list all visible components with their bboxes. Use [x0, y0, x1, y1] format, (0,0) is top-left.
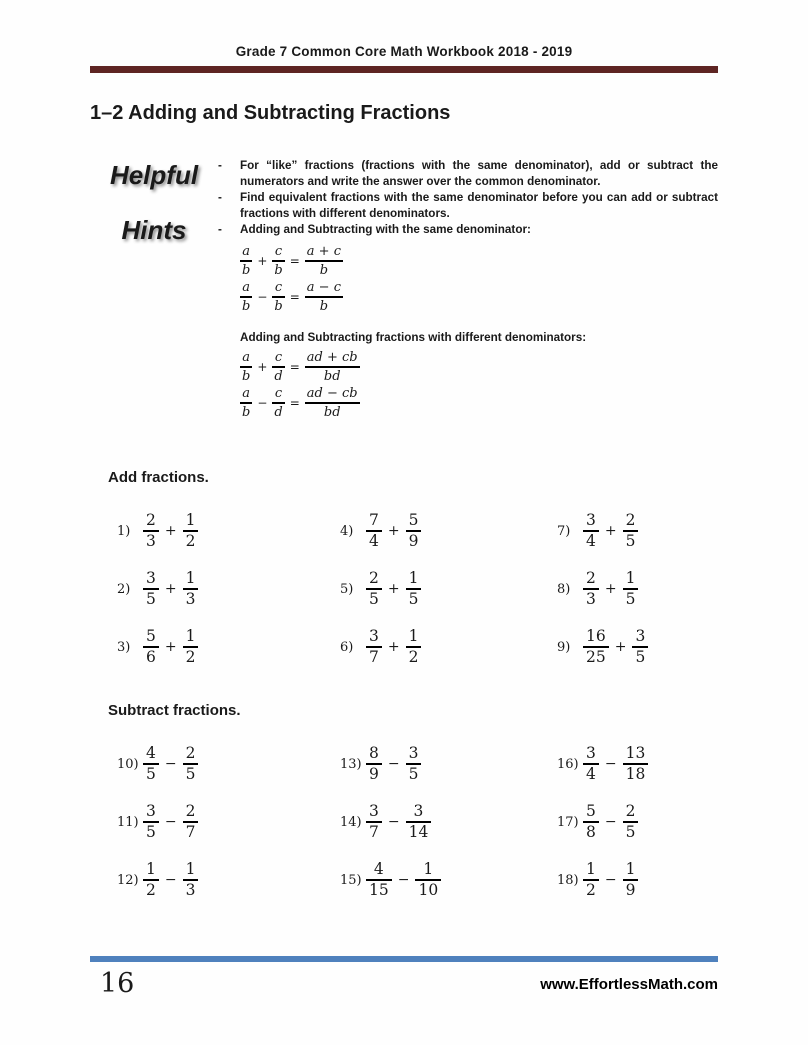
- add-fractions-section: [0, 421, 808, 682]
- operator: −: [604, 872, 617, 888]
- operator: +: [387, 639, 400, 655]
- denominator: 3: [586, 590, 596, 608]
- problem-8: [557, 566, 718, 612]
- operator: +: [257, 254, 268, 268]
- denominator: 7: [369, 648, 379, 666]
- website-link[interactable]: www.EffortlessMath.com: [540, 976, 718, 993]
- problem-number: 14): [340, 814, 362, 830]
- fraction: [143, 859, 159, 899]
- fraction: [240, 387, 252, 419]
- numerator: 1: [586, 859, 596, 878]
- numerator: 5: [146, 626, 156, 645]
- operator: +: [387, 581, 400, 597]
- numerator: 3: [635, 626, 646, 645]
- denominator: 14: [408, 823, 429, 841]
- fraction: [183, 801, 199, 841]
- problem-17: [557, 799, 718, 845]
- equals-sign: =: [289, 396, 300, 410]
- hint-bullet-dash: -: [218, 159, 222, 172]
- numerator: 3: [413, 801, 424, 820]
- numerator: 3: [586, 743, 596, 762]
- problem-number: 16): [557, 756, 579, 772]
- numerator: 2: [185, 743, 196, 762]
- denominator: 7: [369, 823, 379, 841]
- hint-bullet-dash: -: [218, 191, 222, 204]
- numerator: 5: [586, 801, 596, 820]
- fraction: [183, 859, 199, 899]
- operator: −: [604, 756, 617, 772]
- problems-column: [117, 741, 340, 915]
- fraction: [623, 510, 639, 550]
- problems-column: [340, 741, 557, 915]
- denominator: 25: [586, 648, 606, 666]
- add-problems-grid: [90, 508, 718, 682]
- numerator: ad + cb: [306, 350, 358, 365]
- numerator: 1: [423, 859, 434, 878]
- page-footer: [0, 956, 808, 1045]
- fraction: [366, 801, 382, 841]
- problem-11: [117, 799, 340, 845]
- denominator: 5: [408, 590, 419, 608]
- page-number: 16: [100, 968, 135, 999]
- numerator: 8: [369, 743, 379, 762]
- problem-1: [117, 508, 340, 554]
- denominator: 9: [625, 881, 636, 899]
- fraction: [583, 801, 599, 841]
- equals-sign: =: [289, 254, 300, 268]
- fraction: [406, 801, 432, 841]
- problem-14: [340, 799, 557, 845]
- helpful-hints-section: [0, 158, 808, 421]
- denominator: b: [274, 299, 283, 314]
- fraction: [143, 510, 159, 550]
- fraction-bar: [272, 296, 284, 298]
- numerator: c: [274, 350, 283, 365]
- problem-12: [117, 857, 340, 903]
- result-fraction: [305, 245, 343, 277]
- operator: +: [387, 523, 400, 539]
- denominator: 2: [185, 532, 196, 550]
- numerator: 3: [146, 801, 156, 820]
- problem-10: [117, 741, 340, 787]
- operator: +: [614, 639, 627, 655]
- denominator: 15: [369, 881, 389, 899]
- problem-number: 1): [117, 523, 131, 539]
- fraction: [406, 626, 422, 666]
- numerator: a: [242, 280, 251, 295]
- denominator: 18: [625, 765, 646, 783]
- different-denominator-formulas: [240, 349, 718, 421]
- numerator: 1: [625, 568, 636, 587]
- numerator: a: [242, 350, 251, 365]
- numerator: 1: [408, 626, 419, 645]
- fraction: [583, 743, 599, 783]
- operator: +: [604, 581, 617, 597]
- denominator: 5: [146, 765, 156, 783]
- equals-sign: =: [289, 360, 300, 374]
- numerator: 1: [625, 859, 636, 878]
- fraction: [406, 743, 422, 783]
- problem-9: [557, 624, 718, 670]
- denominator: 6: [146, 648, 156, 666]
- fraction-bar: [272, 260, 284, 262]
- problems-column: [340, 508, 557, 682]
- denominator: b: [242, 405, 251, 420]
- result-fraction: [305, 351, 360, 383]
- operator: −: [397, 872, 410, 888]
- denominator: b: [319, 263, 329, 278]
- fraction: [583, 568, 599, 608]
- problem-number: 7): [557, 523, 571, 539]
- problem-number: 17): [557, 814, 579, 830]
- operator: −: [604, 814, 617, 830]
- numerator: a: [242, 244, 251, 259]
- numerator: c: [274, 244, 283, 259]
- problems-column: [557, 741, 718, 915]
- hint-text: For “like” fractions (fractions with the same denominator), add or subtract the numerators and write the answer over the common denominator.: [240, 159, 718, 188]
- denominator: bd: [323, 405, 341, 420]
- denominator: 5: [635, 648, 646, 666]
- problems-column: [557, 508, 718, 682]
- problem-number: 15): [340, 872, 362, 888]
- fraction: [366, 859, 392, 899]
- operator: +: [164, 639, 177, 655]
- problem-4: [340, 508, 557, 554]
- fraction: [143, 626, 159, 666]
- operator: −: [164, 814, 177, 830]
- problem-number: 13): [340, 756, 362, 772]
- denominator: d: [274, 369, 283, 384]
- denominator: 5: [146, 590, 156, 608]
- problem-6: [340, 624, 557, 670]
- operator: −: [164, 872, 177, 888]
- problem-7: [557, 508, 718, 554]
- fraction-bar: [240, 402, 252, 404]
- fraction: [272, 245, 284, 277]
- add-fractions-heading: Add fractions.: [108, 469, 209, 486]
- fraction: [183, 568, 199, 608]
- denominator: 4: [369, 532, 379, 550]
- denominator: 2: [586, 881, 596, 899]
- operator: −: [257, 290, 268, 304]
- hint-text: Find equivalent fractions with the same denominator before you can add or subtract fractions with different denominators.: [240, 191, 718, 220]
- operator: +: [257, 360, 268, 374]
- fraction: [366, 510, 382, 550]
- fraction-bar: [305, 402, 360, 404]
- numerator: 3: [146, 568, 156, 587]
- fraction: [183, 510, 199, 550]
- fraction: [623, 568, 639, 608]
- problem-number: 8): [557, 581, 571, 597]
- problem-16: [557, 741, 718, 787]
- problem-18: [557, 857, 718, 903]
- operator: −: [387, 756, 400, 772]
- fraction: [183, 626, 199, 666]
- operator: −: [164, 756, 177, 772]
- fraction: [143, 801, 159, 841]
- numerator: c: [274, 280, 283, 295]
- operator: +: [164, 523, 177, 539]
- problem-number: 9): [557, 639, 571, 655]
- fraction-bar: [240, 296, 252, 298]
- denominator: 4: [586, 532, 596, 550]
- workbook-title: Grade 7 Common Core Math Workbook 2018 - 2019: [235, 44, 573, 59]
- denominator: 2: [146, 881, 156, 899]
- problem-number: 3): [117, 639, 131, 655]
- denominator: 2: [185, 648, 196, 666]
- formula-add-same-denominator: [240, 243, 718, 279]
- section-title: 1–2 Adding and Subtracting Fractions: [90, 102, 451, 124]
- fraction: [272, 387, 284, 419]
- denominator: b: [242, 299, 251, 314]
- denominator: b: [242, 263, 251, 278]
- result-fraction: [305, 281, 343, 313]
- numerator: 5: [408, 510, 419, 529]
- problem-3: [117, 624, 340, 670]
- hint-item: [218, 222, 718, 238]
- problem-number: 18): [557, 872, 579, 888]
- fraction: [583, 510, 599, 550]
- problem-13: [340, 741, 557, 787]
- operator: +: [604, 523, 617, 539]
- denominator: 5: [625, 590, 636, 608]
- denominator: 5: [185, 765, 196, 783]
- numerator: 3: [586, 510, 596, 529]
- hints-word: Hints: [121, 215, 187, 245]
- numerator: 1: [146, 859, 156, 878]
- denominator: 5: [625, 532, 636, 550]
- problems-column: [117, 508, 340, 682]
- denominator: b: [274, 263, 283, 278]
- problem-5: [340, 566, 557, 612]
- denominator: 3: [146, 532, 156, 550]
- fraction: [406, 568, 422, 608]
- numerator: 1: [185, 568, 196, 587]
- fraction: [366, 626, 382, 666]
- problem-number: 4): [340, 523, 354, 539]
- denominator: 7: [185, 823, 196, 841]
- operator: −: [257, 396, 268, 410]
- denominator: 5: [146, 823, 156, 841]
- denominator: b: [242, 369, 251, 384]
- hint-bullet-dash: -: [218, 223, 222, 236]
- same-denominator-formulas: [240, 243, 718, 315]
- numerator: 2: [625, 801, 636, 820]
- numerator: a + c: [306, 244, 341, 259]
- header-divider-rule: [90, 66, 718, 73]
- denominator: 8: [586, 823, 596, 841]
- helpful-hints-label: [90, 158, 218, 421]
- formula-add-different-denominator: [240, 349, 718, 385]
- operator: +: [164, 581, 177, 597]
- problem-number: 10): [117, 756, 139, 772]
- numerator: 2: [185, 801, 196, 820]
- fraction-bar: [272, 402, 284, 404]
- fraction-bar: [240, 260, 252, 262]
- numerator: a − c: [306, 280, 341, 295]
- fraction: [143, 743, 159, 783]
- numerator: 3: [369, 801, 379, 820]
- subtract-fractions-heading: Subtract fractions.: [108, 702, 241, 719]
- result-fraction: [305, 387, 360, 419]
- fraction: [583, 626, 609, 666]
- numerator: 7: [369, 510, 379, 529]
- numerator: 2: [586, 568, 596, 587]
- numerator: 1: [408, 568, 419, 587]
- fraction: [623, 801, 639, 841]
- formula-subtract-different-denominator: [240, 385, 718, 421]
- operator: −: [387, 814, 400, 830]
- equals-sign: =: [289, 290, 300, 304]
- numerator: c: [274, 386, 283, 401]
- fraction-bar: [272, 366, 284, 368]
- fraction: [240, 245, 252, 277]
- fraction: [272, 351, 284, 383]
- denominator: 10: [418, 881, 439, 899]
- formula-subtract-same-denominator: [240, 279, 718, 315]
- page-header: [0, 0, 808, 73]
- helpful-word: Helpful: [109, 160, 199, 190]
- hint-item: [218, 158, 718, 190]
- denominator: 5: [369, 590, 379, 608]
- numerator: 2: [625, 510, 636, 529]
- denominator: 5: [625, 823, 636, 841]
- denominator: bd: [323, 369, 341, 384]
- denominator: 4: [586, 765, 596, 783]
- problem-number: 11): [117, 814, 139, 830]
- denominator: 5: [408, 765, 419, 783]
- fraction: [406, 510, 422, 550]
- fraction: [623, 743, 649, 783]
- denominator: b: [319, 299, 329, 314]
- denominator: 9: [369, 765, 379, 783]
- hint-text: Adding and Subtracting with the same denominator:: [240, 223, 531, 236]
- problem-2: [117, 566, 340, 612]
- subtract-fractions-section: [0, 682, 808, 915]
- different-denominators-label: Adding and Subtracting fractions with different denominators:: [240, 331, 587, 344]
- fraction: [143, 568, 159, 608]
- fraction-bar: [240, 366, 252, 368]
- hints-list: [218, 158, 718, 421]
- fraction-bar: [305, 296, 343, 298]
- denominator: 9: [408, 532, 419, 550]
- fraction: [623, 859, 639, 899]
- fraction: [240, 351, 252, 383]
- subtract-problems-grid: [90, 741, 718, 915]
- fraction: [366, 743, 382, 783]
- numerator: 13: [625, 743, 646, 762]
- numerator: 1: [185, 626, 196, 645]
- fraction: [415, 859, 441, 899]
- denominator: 2: [408, 648, 419, 666]
- numerator: 16: [586, 626, 606, 645]
- denominator: 3: [185, 590, 196, 608]
- numerator: 4: [146, 743, 156, 762]
- denominator: 3: [185, 881, 196, 899]
- numerator: 4: [373, 859, 384, 878]
- numerator: 1: [185, 859, 196, 878]
- problem-number: 2): [117, 581, 131, 597]
- fraction: [366, 568, 382, 608]
- denominator: d: [274, 405, 283, 420]
- numerator: ad − cb: [306, 386, 358, 401]
- fraction-bar: [305, 260, 343, 262]
- problem-number: 5): [340, 581, 354, 597]
- problem-number: 12): [117, 872, 139, 888]
- numerator: a: [242, 386, 251, 401]
- numerator: 3: [369, 626, 379, 645]
- hint-item: [218, 190, 718, 222]
- numerator: 2: [369, 568, 379, 587]
- numerator: 1: [185, 510, 196, 529]
- fraction-bar: [305, 366, 360, 368]
- fraction: [272, 281, 284, 313]
- fraction: [240, 281, 252, 313]
- problem-number: 6): [340, 639, 354, 655]
- numerator: 2: [146, 510, 156, 529]
- fraction: [583, 859, 599, 899]
- problem-15: [340, 857, 557, 903]
- numerator: 3: [408, 743, 419, 762]
- fraction: [632, 626, 648, 666]
- fraction: [183, 743, 199, 783]
